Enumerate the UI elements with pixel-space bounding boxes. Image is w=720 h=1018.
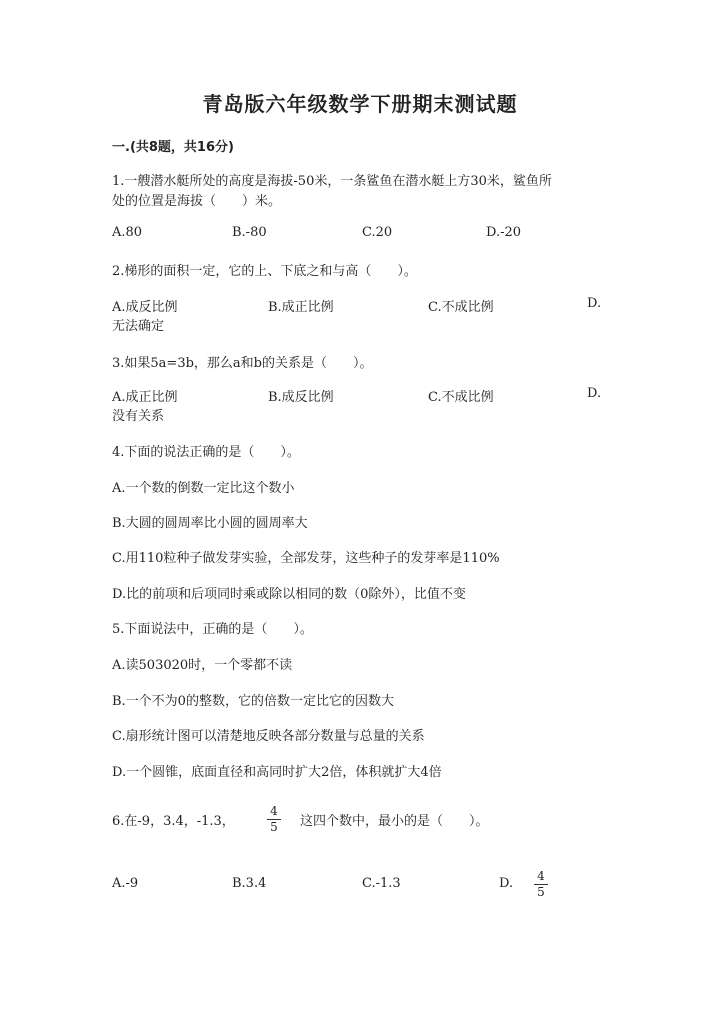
q5-option-d: D.一个圆锥，底面直径和高同时扩大2倍，体积就扩大4倍: [112, 765, 442, 780]
question-4-stem: 4.下面的说法正确的是（ ）。: [112, 445, 300, 460]
q3-option-b: B.成反比例: [268, 390, 334, 405]
q5-option-a: A.读503020时，一个零都不读: [112, 658, 293, 673]
q2-option-d: D.: [587, 296, 602, 311]
question-6-stem-end: 这四个数中，最小的是（ ）。: [300, 814, 489, 829]
q5-option-b: B.一个不为0的整数，它的倍数一定比它的因数大: [112, 694, 394, 709]
fraction-numerator: 4: [537, 869, 545, 883]
q1-option-b: B.-80: [232, 225, 267, 240]
q6-option-d-fraction: [534, 870, 548, 899]
q3-option-d: D.: [587, 386, 602, 401]
question-5-stem: 5.下面说法中，正确的是（ ）。: [112, 622, 313, 637]
q2-option-a: A.成反比例: [112, 300, 178, 315]
fraction-denominator: 5: [270, 820, 278, 834]
q4-option-c: C.用110粒种子做发芽实验，全部发芽，这些种子的发芽率是110%: [112, 551, 500, 566]
q2-option-d-text: 无法确定: [112, 319, 165, 334]
q6-fraction: [267, 805, 281, 834]
q4-option-a: A.一个数的倒数一定比这个数小: [112, 481, 295, 496]
q1-option-a: A.80: [112, 225, 143, 240]
question-1-line-2: 处的位置是海拔（ ）米。: [112, 194, 282, 209]
q3-option-d-text: 没有关系: [112, 409, 165, 424]
q4-option-d: D.比的前项和后项同时乘或除以相同的数（0除外），比值不变: [112, 587, 466, 602]
q3-option-c: C.不成比例: [428, 390, 494, 405]
question-2-stem: 2.梯形的面积一定，它的上、下底之和与高（ ）。: [112, 264, 417, 279]
q6-option-b: B.3.4: [232, 876, 267, 891]
q1-option-d: D.-20: [486, 225, 522, 240]
section-heading: 一.(共8题，共16分): [112, 140, 234, 155]
q4-option-b: B.大圆的圆周率比小圆的圆周率大: [112, 516, 308, 531]
q2-option-c: C.不成比例: [428, 300, 494, 315]
fraction-denominator: 5: [537, 885, 545, 899]
q6-option-c: C.-1.3: [362, 876, 401, 891]
question-3-stem: 3.如果5a=3b，那么a和b的关系是（ ）。: [112, 356, 373, 371]
page-title: 青岛版六年级数学下册期末测试题: [202, 92, 518, 116]
fraction-numerator: 4: [270, 804, 278, 818]
question-6-stem-start: 6.在-9，3.4，-1.3，: [112, 814, 235, 829]
q5-option-c: C.扇形统计图可以清楚地反映各部分数量与总量的关系: [112, 729, 425, 744]
q1-option-c: C.20: [362, 225, 393, 240]
question-1-line-1: 1.一艘潜水艇所处的高度是海拔-50米，一条鲨鱼在潜水艇上方30米，鲨鱼所: [112, 174, 552, 189]
q6-option-a: A.-9: [112, 876, 139, 891]
q3-option-a: A.成正比例: [112, 390, 178, 405]
q2-option-b: B.成正比例: [268, 300, 334, 315]
q6-option-d: D.: [499, 876, 514, 891]
